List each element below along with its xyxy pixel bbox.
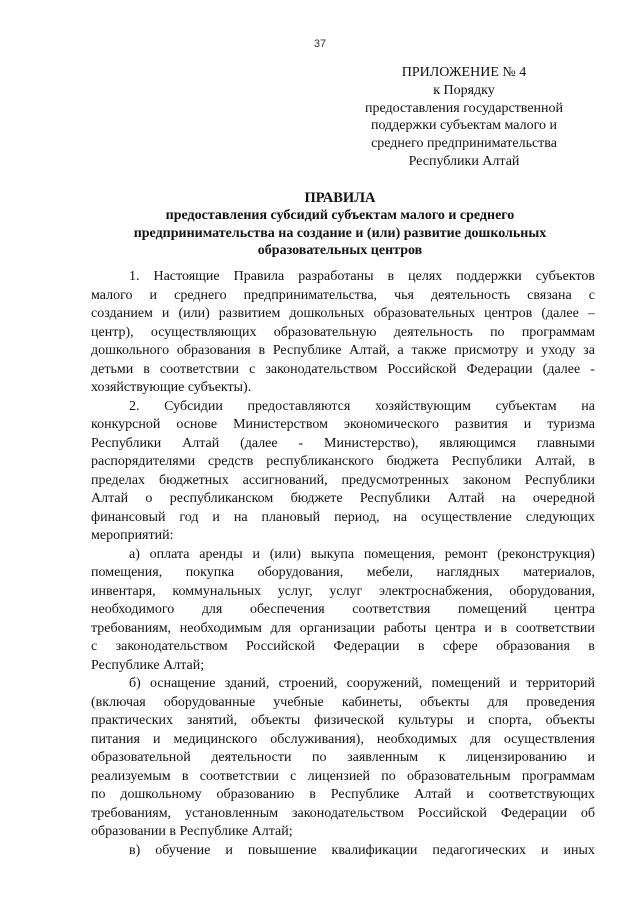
word: малого (91, 287, 133, 303)
text-line (91, 842, 595, 861)
subtitle-line: предоставления субсидий субъектам малого и среднего (165, 208, 515, 223)
word: распорядителями (91, 454, 196, 469)
word: хозяйствующим (374, 398, 471, 414)
word: аренды (199, 546, 243, 562)
word: а) (129, 546, 140, 562)
word: и (252, 546, 260, 562)
word: обучение (155, 842, 211, 858)
word: за (583, 343, 595, 358)
word: занятий, (186, 713, 238, 728)
word: объекты (420, 694, 470, 710)
word: Российской (387, 361, 457, 377)
word: (далее (542, 361, 581, 377)
word: и (466, 713, 475, 728)
word: для (201, 602, 223, 617)
word: медицинского (173, 731, 258, 747)
text-line (91, 749, 595, 768)
text-line (91, 583, 595, 602)
word: обслуживания), (270, 731, 364, 747)
word: бюджета (386, 454, 439, 469)
word: учебные (273, 694, 324, 710)
word: центров (484, 306, 533, 321)
word: Алтай, (534, 454, 576, 469)
text-line (91, 453, 595, 472)
word: основе (176, 417, 218, 432)
word: деятельность (393, 324, 473, 340)
text-line (91, 694, 595, 713)
word: оборудования, (509, 583, 595, 599)
text-line (91, 268, 595, 287)
word: соответствии (159, 361, 240, 377)
word: главными (536, 435, 595, 451)
word: наглядных (436, 565, 500, 580)
word: среднего (174, 287, 227, 303)
word: республиканском (169, 491, 274, 506)
word: необходимого (91, 602, 175, 617)
text-line (91, 564, 595, 583)
text-line (91, 472, 595, 491)
word: установленным (184, 805, 279, 821)
word: – (587, 306, 595, 321)
text-line (91, 601, 595, 620)
word: услуг, (277, 583, 313, 599)
word: необходимых (376, 731, 458, 747)
word: по (312, 750, 327, 765)
word: на (233, 509, 248, 525)
word: являющимся (439, 435, 516, 451)
word: дошкольных (289, 306, 365, 321)
word: и (161, 306, 170, 321)
text-line (91, 546, 595, 565)
text-line: хозяйствующие субъекты). (91, 380, 252, 395)
word: Алтай, (349, 343, 390, 358)
word: квалификации (331, 842, 418, 858)
word: Российской (245, 639, 315, 654)
subtitle-line: предпринимательства на создание и (или) развитие дошкольных (133, 225, 547, 241)
word: с (249, 361, 256, 377)
text-line (91, 620, 595, 639)
word: Республики (524, 472, 595, 488)
word: в (588, 639, 595, 654)
word: требованиям, (91, 805, 172, 821)
word: с (91, 639, 98, 654)
word: 1. (129, 269, 140, 284)
appendix-header (348, 64, 580, 171)
word: для (487, 694, 509, 710)
word: Министерство), (324, 435, 419, 451)
page-number: 37 (313, 38, 327, 50)
word: выкупа (310, 546, 355, 562)
word: в (417, 639, 425, 654)
word: в (500, 620, 508, 636)
word: в (309, 787, 316, 802)
text-line (91, 509, 595, 528)
document-subtitle (80, 207, 600, 260)
word: субъектов (535, 269, 595, 284)
subtitle-line: образовательных центров (257, 243, 423, 259)
word: строений, (278, 676, 338, 691)
word: образовательных (373, 306, 476, 321)
word: законом (462, 472, 511, 488)
word: для (470, 731, 491, 747)
word: с (290, 768, 297, 784)
word: и (484, 620, 492, 636)
word: Субсидии (164, 398, 223, 414)
word: Федерации (333, 639, 400, 654)
word: к (438, 750, 446, 765)
text-line (91, 435, 595, 454)
word: требованиям, (91, 620, 172, 636)
word: ремонт (444, 546, 488, 562)
word: об (580, 805, 595, 821)
word: Алтай (91, 491, 129, 506)
text-line (91, 675, 595, 694)
word: дошкольного (91, 343, 170, 358)
word: соответствии (515, 620, 595, 636)
word: помещения, (363, 546, 436, 562)
word: бюджете (290, 491, 343, 506)
text-line (91, 361, 595, 380)
text-line: образовании в Республике Алтай; (91, 824, 293, 839)
word: по (91, 787, 106, 802)
word: созданием (91, 306, 153, 321)
word: помещений (431, 676, 501, 691)
word: финансовый (91, 509, 166, 525)
word: кабинеты, (341, 694, 403, 710)
word: оснащение (150, 676, 216, 691)
word: субъектам (495, 398, 557, 414)
word: объекты (545, 713, 595, 728)
paragraph (91, 842, 595, 861)
word: (включая (91, 694, 146, 710)
word: следующих (525, 509, 595, 525)
word: по (381, 768, 396, 784)
text-line (91, 490, 595, 509)
word: покупка (185, 565, 235, 580)
word: осуществление (421, 509, 512, 525)
word: Республике (272, 343, 342, 358)
word: период, (334, 509, 380, 525)
word: образования (496, 639, 570, 654)
text-line (91, 768, 595, 787)
word: инвентаря, (91, 583, 156, 599)
appendix-line: предоставления государственной (364, 100, 564, 116)
text-line (91, 398, 595, 417)
word: сооружений, (346, 676, 423, 691)
text-line: Республике Алтай; (91, 657, 205, 673)
word: средств (208, 454, 254, 469)
word: в (387, 269, 395, 284)
word: целях (408, 269, 443, 284)
word: и (152, 731, 161, 747)
word: и (525, 343, 534, 358)
word: бюджетных (158, 472, 229, 488)
word: б) (129, 676, 141, 691)
word: Правила (233, 269, 285, 284)
word: программам (521, 768, 595, 784)
word: заявленным (347, 750, 419, 765)
word: центр), (91, 324, 134, 340)
appendix-line: Республики Алтай (408, 153, 520, 169)
word: законодательством (115, 639, 228, 654)
word: разработаны (298, 269, 374, 284)
word: зданий, (224, 676, 270, 691)
word: конкурсной (91, 417, 161, 432)
paragraph (91, 675, 595, 842)
word: предусмотренных (341, 472, 449, 488)
word: иных (563, 842, 595, 858)
word: Алтай (182, 435, 220, 451)
word: - (298, 435, 304, 451)
word: Республики (359, 491, 431, 506)
word: осуществляющих (150, 324, 257, 340)
word: поддержки (456, 269, 522, 284)
word: необходимым (179, 620, 262, 636)
word: и (587, 750, 595, 765)
word: Министерством (233, 417, 329, 432)
appendix-line: ПРИЛОЖЕНИЕ № 4 (401, 65, 527, 80)
text-line (91, 342, 595, 361)
word: физической (314, 713, 385, 728)
word: и (149, 287, 158, 303)
word: в (588, 454, 595, 469)
word: (далее (240, 435, 278, 451)
word: программам (521, 324, 595, 340)
word: помещения, (91, 565, 163, 580)
word: по (490, 324, 505, 340)
text-line (91, 786, 595, 805)
word: спорта, (488, 713, 532, 728)
word: Настоящие (153, 269, 220, 284)
word: образовательной (91, 750, 191, 765)
text-line (91, 805, 595, 824)
word: - (590, 361, 595, 377)
word: с (588, 287, 595, 303)
word: и (541, 842, 549, 858)
word: и (509, 676, 517, 691)
text-line (91, 638, 595, 657)
word: в (181, 768, 189, 784)
text-line (91, 324, 595, 343)
word: Алтай (447, 491, 485, 506)
word: оплата (149, 546, 190, 562)
word: Федерации (500, 805, 567, 821)
word: и (225, 842, 233, 858)
word: (далее (541, 306, 579, 321)
text-line (91, 731, 595, 750)
word: для (270, 620, 292, 636)
word: детьми (91, 361, 134, 377)
word: туризма (547, 417, 595, 432)
word: осуществления (503, 731, 595, 747)
word: материалов, (523, 565, 595, 580)
paragraph (91, 546, 595, 676)
word: педагогических (432, 842, 527, 858)
word: оборудованные (163, 694, 256, 710)
word: Республики (91, 435, 162, 451)
word: центра (434, 620, 476, 636)
word: год (179, 509, 199, 525)
word: Федерации (466, 361, 533, 377)
word: законодательством (265, 361, 378, 377)
word: работы (383, 620, 427, 636)
word: деятельности (211, 750, 292, 765)
word: Республике (330, 787, 400, 802)
word: культуры (397, 713, 454, 728)
word: законодательством (291, 805, 405, 821)
text-line (91, 287, 595, 306)
word: в (143, 361, 150, 377)
word: сфере (442, 639, 478, 654)
word: развития (454, 417, 508, 432)
word: очередной (532, 491, 595, 506)
document-title: ПРАВИЛА (304, 190, 376, 206)
word: Российской (417, 805, 487, 821)
word: соответствия (352, 602, 431, 617)
word: дошкольному (120, 787, 202, 802)
word: также (411, 343, 447, 358)
word: помещений (457, 602, 527, 617)
word: республиканского (266, 454, 374, 469)
word: лицензией (307, 768, 371, 784)
word: питания (91, 731, 140, 747)
text-line: мероприятий: (91, 528, 174, 543)
word: (реконструкция) (497, 546, 595, 562)
word: предоставляются (247, 398, 351, 414)
paragraph (91, 268, 595, 398)
word: а (397, 343, 404, 358)
word: обеспечения (249, 602, 325, 617)
word: оборудования, (257, 565, 344, 580)
word: образования (176, 343, 251, 358)
word: соответствии (199, 768, 279, 784)
word: и (523, 417, 532, 432)
word: практических (91, 713, 174, 728)
word: присмотру (454, 343, 519, 358)
word: (или) (178, 306, 210, 321)
word: лицензированию (466, 750, 567, 765)
word: о (145, 491, 153, 506)
word: реализуемым (91, 768, 171, 784)
word: деятельность (431, 287, 511, 303)
word: развитием (218, 306, 281, 321)
word: Республики (451, 454, 522, 469)
paragraph (91, 398, 595, 546)
word: ассигнований, (242, 472, 328, 488)
word: мебели, (366, 565, 413, 580)
appendix-line: к Порядку (433, 82, 495, 98)
word: повышение (247, 842, 317, 858)
word: образовательным (407, 768, 511, 784)
word: соответствующих (488, 787, 595, 802)
word: связана (527, 287, 572, 303)
word: проведения (526, 694, 595, 710)
word: центра (554, 602, 595, 617)
text-line (91, 712, 595, 731)
word: плановый (261, 509, 321, 525)
word: объекты (250, 713, 301, 728)
word: услуг (329, 583, 363, 599)
word: уходу (541, 343, 576, 358)
word: образованию (216, 787, 295, 802)
word: 2. (129, 398, 140, 414)
word: электроснабжения, (378, 583, 493, 599)
word: (или) (269, 546, 301, 562)
word: и (466, 787, 474, 802)
word: пределах (91, 472, 146, 488)
word: территорий (526, 676, 595, 691)
word: предпринимательства, (243, 287, 378, 303)
word: на (501, 491, 516, 506)
word: образовательную (273, 324, 377, 340)
document-body (91, 268, 595, 860)
word: Алтай (414, 787, 452, 802)
text-line (91, 305, 595, 324)
appendix-line: среднего предпринимательства (371, 136, 557, 152)
word: и (212, 509, 220, 525)
word: экономического (343, 417, 439, 432)
text-line (91, 416, 595, 435)
word: на (393, 509, 408, 525)
word: в) (129, 842, 141, 858)
word: чья (394, 287, 414, 303)
word: организации (299, 620, 375, 636)
appendix-line: поддержки субъектам малого и (370, 118, 558, 134)
word: коммунальных (172, 583, 262, 599)
word: в (258, 343, 266, 358)
word: на (581, 398, 595, 414)
